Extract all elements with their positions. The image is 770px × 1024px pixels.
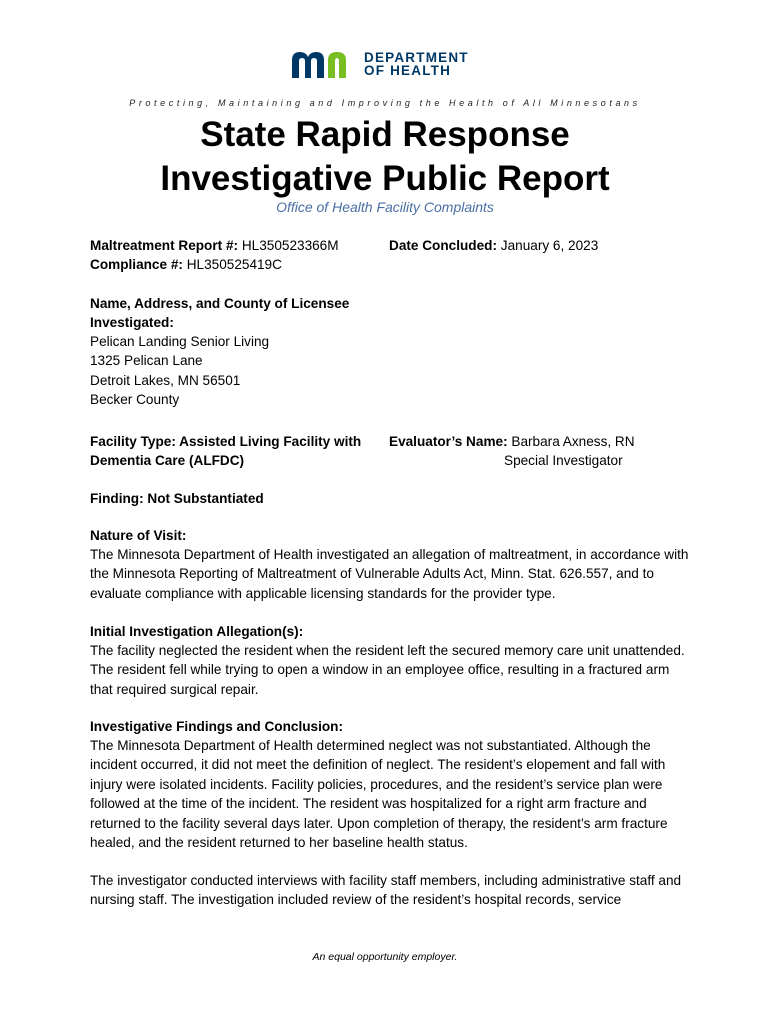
compliance-row: [90, 255, 282, 274]
mdh-logo: [290, 46, 469, 82]
allegation-heading: Initial Investigation Allegation(s):: [90, 624, 304, 639]
date-label: Date Concluded:: [389, 238, 497, 253]
maltreatment-value: HL350523366M: [241, 238, 339, 253]
title-line-2: Investigative Public Report: [160, 159, 610, 198]
finding: Finding: Not Substantiated: [90, 491, 264, 506]
logo-line-2: OF HEALTH: [364, 63, 452, 78]
findings-heading: Investigative Findings and Conclusion:: [90, 719, 344, 734]
mn-logo-icon: [290, 48, 358, 80]
date-value: January 6, 2023: [500, 238, 599, 253]
licensee-heading-1: Name, Address, and County of Licensee: [90, 296, 350, 311]
tagline: Protecting, Maintaining and Improving the Health of All Minnesotans: [129, 98, 641, 108]
logo-wordmark: [364, 51, 469, 77]
maltreatment-report-row: [90, 236, 339, 255]
facility-type-2: Dementia Care (ALFDC): [90, 453, 245, 468]
date-concluded-row: [389, 236, 598, 255]
licensee-heading-2: Investigated:: [90, 315, 174, 330]
title-line-1: State Rapid Response: [200, 115, 570, 154]
investigator-text: The investigator conducted interviews with facility staff members, including administrative staff and nursing staff. The investigation included review of the resident’s hospital records, service: [90, 873, 682, 908]
evaluator-row: [389, 432, 635, 451]
logo-line-1: DEPARTMENT: [364, 50, 469, 65]
maltreatment-label: Maltreatment Report #:: [90, 238, 239, 253]
visit-heading: Nature of Visit:: [90, 528, 187, 543]
licensee-name: Pelican Landing Senior Living: [90, 334, 270, 349]
evaluator-name: Barbara Axness, RN: [511, 434, 635, 449]
licensee-city: Detroit Lakes, MN 56501: [90, 373, 241, 388]
evaluator-title: Special Investigator: [504, 453, 623, 468]
compliance-label: Compliance #:: [90, 257, 183, 272]
licensee-street: 1325 Pelican Lane: [90, 353, 203, 368]
compliance-value: HL350525419C: [186, 257, 282, 272]
licensee-county: Becker County: [90, 392, 180, 407]
evaluator-label: Evaluator’s Name:: [389, 434, 508, 449]
findings-text: The Minnesota Department of Health determined neglect was not substantiated. Although the incident occurred, it did not meet the definition of neglect. The resident’s elopement and fall with injury were isolated incidents. Facility policies, procedures, and the resident’s service plan were followed at the time of the incident. The resident was hospitalized for a right arm fracture and returned to the facility several days later. Upon completion of therapy, the resident’s arm fracture healed, and the resident returned to her baseline health status.: [90, 738, 668, 851]
report-title: [0, 113, 770, 201]
facility-type-1: Facility Type: Assisted Living Facility with: [90, 434, 362, 449]
allegation-text: The facility neglected the resident when the resident left the secured memory care unit unattended. The resident fell while trying to open a window in an employee office, resulting in a fractured arm that required surgical repair.: [90, 643, 685, 697]
footer: An equal opportunity employer.: [312, 951, 458, 963]
office-subtitle: Office of Health Facility Complaints: [276, 199, 494, 215]
visit-text: The Minnesota Department of Health investigated an allegation of maltreatment, in accordance with the Minnesota Reporting of Maltreatment of Vulnerable Adults Act, Minn. Stat. 626.557, and to evaluate compliance with applicable licensing standards for the provider type.: [90, 547, 689, 601]
